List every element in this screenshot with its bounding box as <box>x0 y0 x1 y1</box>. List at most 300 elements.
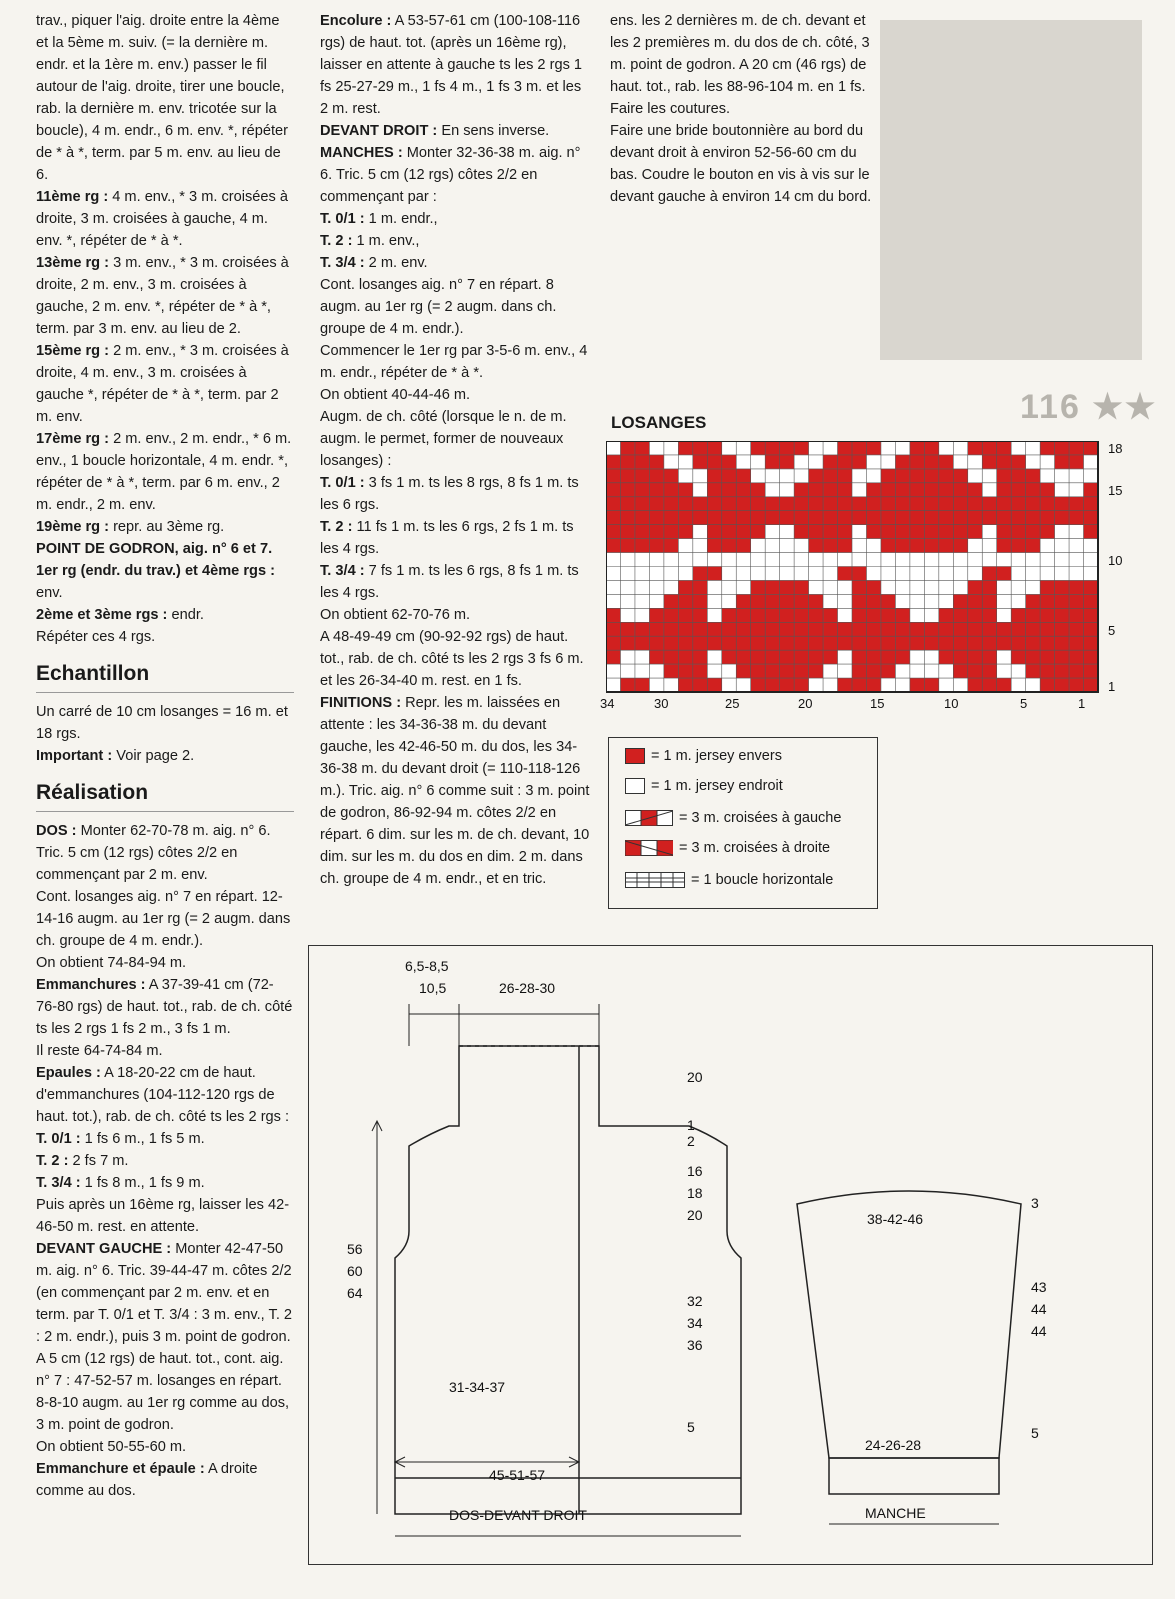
armhole-1-label: 16 <box>687 1163 703 1179</box>
stitch-knit-cell <box>606 678 620 692</box>
stitch-knit-cell <box>765 483 779 497</box>
stitch-purl-cell <box>606 525 620 539</box>
stitch-purl-cell <box>707 455 721 469</box>
stitch-knit-cell <box>635 650 649 664</box>
stitch-purl-cell <box>939 455 953 469</box>
stitch-purl-cell <box>852 580 866 594</box>
row-label-1: 1 <box>1108 679 1116 694</box>
stitch-purl-cell <box>707 622 721 636</box>
legend-item: = 1 m. jersey envers <box>625 748 782 764</box>
stitch-purl-cell <box>678 636 692 650</box>
row-11: 11ème rg : 4 m. env., * 3 m. croisées à droite, 3 m. croisées à gauche, 4 m. env. *, répéter de * à *. <box>36 189 288 249</box>
col-label-25: 25 <box>725 696 740 711</box>
augm-rab: A 48-49-49 cm (90-92-92 rgs) de haut. tot., rab. de ch. côté ts les 2 rgs 3 fs 6 m. et les 26-34-40 m. rest. en 1 fs. <box>320 629 584 689</box>
stitch-purl-cell <box>924 511 938 525</box>
stitch-purl-cell <box>910 678 924 692</box>
stitch-knit-cell <box>1011 553 1025 567</box>
stitch-purl-cell <box>1011 483 1025 497</box>
stitch-knit-cell <box>1084 469 1098 483</box>
stitch-purl-cell <box>664 608 678 622</box>
stitch-purl-cell <box>881 650 895 664</box>
stitch-knit-cell <box>765 525 779 539</box>
measure-1-label: 1 <box>687 1117 695 1133</box>
stitch-knit-cell <box>939 594 953 608</box>
manches-t01: T. 0/1 : 1 m. endr., <box>320 211 438 227</box>
stitch-purl-cell <box>765 455 779 469</box>
stitch-knit-cell <box>664 455 678 469</box>
stitch-knit-cell <box>649 594 663 608</box>
stitch-purl-cell <box>1011 650 1025 664</box>
stitch-purl-cell <box>606 511 620 525</box>
stitch-purl-cell <box>1040 525 1054 539</box>
stitch-purl-cell <box>664 511 678 525</box>
stitch-purl-cell <box>1069 622 1083 636</box>
stitch-purl-cell <box>1040 511 1054 525</box>
stitch-purl-cell <box>823 525 837 539</box>
stitch-purl-cell <box>707 567 721 581</box>
stitch-purl-cell <box>1026 594 1040 608</box>
stitch-purl-cell <box>881 664 895 678</box>
stitch-knit-cell <box>1026 567 1040 581</box>
horizontal-loop-icon <box>625 872 685 888</box>
stitch-knit-cell <box>1055 553 1069 567</box>
stitch-purl-cell <box>881 483 895 497</box>
stitch-purl-cell <box>606 636 620 650</box>
stitch-purl-cell <box>895 511 909 525</box>
stitch-purl-cell <box>678 678 692 692</box>
dos-cont: Cont. losanges aig. n° 7 en répart. 12-14-16 augm. au 1er rg (= 2 augm. dans ch. groupe de 4 m. endr.). <box>36 889 291 949</box>
side-2-label: 34 <box>687 1315 703 1331</box>
stitch-purl-cell <box>765 441 779 455</box>
stitch-purl-cell <box>649 469 663 483</box>
stitch-knit-cell <box>707 608 721 622</box>
stitch-knit-cell <box>678 567 692 581</box>
stitch-purl-cell <box>780 511 794 525</box>
stitch-purl-cell <box>968 441 982 455</box>
stitch-purl-cell <box>1069 664 1083 678</box>
stitch-purl-cell <box>736 636 750 650</box>
stitch-purl-cell <box>765 650 779 664</box>
stitch-knit-cell <box>664 580 678 594</box>
stitch-purl-cell <box>794 525 808 539</box>
stitch-purl-cell <box>1084 594 1098 608</box>
stitch-knit-cell <box>939 567 953 581</box>
stitch-knit-cell <box>780 539 794 553</box>
stitch-knit-cell <box>620 664 634 678</box>
stitch-knit-cell <box>780 567 794 581</box>
stitch-purl-cell <box>939 622 953 636</box>
manches-t2: T. 2 : 1 m. env., <box>320 233 420 249</box>
stitch-purl-cell <box>968 497 982 511</box>
stitch-knit-cell <box>982 525 996 539</box>
stitch-purl-cell <box>1011 539 1025 553</box>
height-1-label: 56 <box>347 1241 363 1257</box>
stitch-purl-cell <box>794 678 808 692</box>
chart-col-labels <box>600 694 1120 718</box>
stitch-purl-cell <box>1084 511 1098 525</box>
stitch-purl-cell <box>881 469 895 483</box>
stitch-purl-cell <box>693 580 707 594</box>
stitch-purl-cell <box>866 678 880 692</box>
stitch-purl-cell <box>664 594 678 608</box>
stitch-purl-cell <box>982 580 996 594</box>
stitch-purl-cell <box>664 650 678 664</box>
stitch-knit-cell <box>620 594 634 608</box>
stitch-purl-cell <box>707 497 721 511</box>
stitch-knit-cell <box>765 539 779 553</box>
stitch-purl-cell <box>953 664 967 678</box>
stitch-purl-cell <box>953 511 967 525</box>
stitch-knit-cell <box>794 539 808 553</box>
stitch-purl-cell <box>852 650 866 664</box>
stitch-knit-cell <box>620 580 634 594</box>
stitch-purl-cell <box>852 455 866 469</box>
stitch-knit-cell <box>823 678 837 692</box>
stitch-purl-cell <box>780 664 794 678</box>
stitch-purl-cell <box>794 650 808 664</box>
stitch-purl-cell <box>620 539 634 553</box>
page-number-badge: 116 ★★ <box>1020 388 1158 426</box>
stitch-knit-cell <box>838 580 852 594</box>
stitch-knit-cell <box>910 650 924 664</box>
stitch-purl-cell <box>866 441 880 455</box>
stitch-purl-cell <box>1055 511 1069 525</box>
stitch-knit-cell <box>953 567 967 581</box>
stitch-knit-cell <box>838 664 852 678</box>
stitch-knit-cell <box>606 664 620 678</box>
stitch-knit-cell <box>606 441 620 455</box>
stitch-purl-cell <box>635 497 649 511</box>
stitch-knit-cell <box>982 553 996 567</box>
stitch-purl-cell <box>809 511 823 525</box>
stitch-knit-cell <box>1084 553 1098 567</box>
stitch-purl-cell <box>751 441 765 455</box>
stitch-purl-cell <box>751 497 765 511</box>
column-2 <box>320 10 590 890</box>
stitch-purl-cell <box>606 539 620 553</box>
stitch-knit-cell <box>606 567 620 581</box>
stitch-purl-cell <box>1069 511 1083 525</box>
stitch-purl-cell <box>736 483 750 497</box>
stitch-purl-cell <box>693 455 707 469</box>
col-label-5: 5 <box>1020 696 1028 711</box>
stitch-purl-cell <box>895 608 909 622</box>
stitch-purl-cell <box>722 511 736 525</box>
stitch-purl-cell <box>780 650 794 664</box>
stitch-purl-cell <box>736 525 750 539</box>
stitch-knit-cell <box>1069 567 1083 581</box>
sleeve-cap-label: 3 <box>1031 1195 1039 1211</box>
stitch-knit-cell <box>881 678 895 692</box>
cross-left-icon <box>625 810 673 826</box>
stitch-purl-cell <box>678 580 692 594</box>
stitch-purl-cell <box>664 525 678 539</box>
stitch-knit-cell <box>823 567 837 581</box>
stitch-knit-cell <box>620 567 634 581</box>
stitch-purl-cell <box>852 567 866 581</box>
stitch-purl-cell <box>939 636 953 650</box>
stitch-purl-cell <box>649 455 663 469</box>
stitch-knit-cell <box>751 553 765 567</box>
stitch-knit-cell <box>751 469 765 483</box>
stitch-knit-cell <box>649 567 663 581</box>
stitch-purl-cell <box>1040 622 1054 636</box>
stitch-purl-cell <box>635 622 649 636</box>
stitch-purl-cell <box>1055 622 1069 636</box>
stitch-purl-cell <box>1026 622 1040 636</box>
stitch-knit-cell <box>895 567 909 581</box>
stitch-purl-cell <box>881 539 895 553</box>
stitch-knit-cell <box>895 664 909 678</box>
column-1 <box>36 10 294 1502</box>
stitch-knit-cell <box>620 608 634 622</box>
stitch-knit-cell <box>997 664 1011 678</box>
devant-gauche-text: DEVANT GAUCHE : Monter 42-47-50 m. aig. n° 6. Tric. 39-44-47 m. côtes 2/2 (en commençant par 2 m. env. et en term. par T. 0/1 et T. 3/4 : 3 m. env., T. 2 : 2 m. endr.), puis 3 m. point de godron. <box>36 1241 293 1345</box>
stitch-purl-cell <box>794 580 808 594</box>
stitch-purl-cell <box>1069 455 1083 469</box>
stitch-purl-cell <box>1084 608 1098 622</box>
stitch-purl-cell <box>794 497 808 511</box>
stitch-purl-cell <box>736 664 750 678</box>
stitch-purl-cell <box>736 608 750 622</box>
stitch-purl-cell <box>881 622 895 636</box>
stitch-purl-cell <box>924 636 938 650</box>
stitch-purl-cell <box>895 539 909 553</box>
row-label-15: 15 <box>1108 483 1123 498</box>
stitch-purl-cell <box>751 650 765 664</box>
sleeve-rib <box>829 1458 999 1494</box>
stitch-purl-cell <box>982 622 996 636</box>
stitch-purl-cell <box>895 455 909 469</box>
stitch-knit-cell <box>1040 455 1054 469</box>
stitch-purl-cell <box>838 525 852 539</box>
stitch-purl-cell <box>765 594 779 608</box>
col-label-1: 1 <box>1078 696 1086 711</box>
stitch-knit-cell <box>1084 455 1098 469</box>
stitch-knit-cell <box>968 455 982 469</box>
stitch-purl-cell <box>823 608 837 622</box>
stitch-purl-cell <box>794 622 808 636</box>
stitch-purl-cell <box>1011 511 1025 525</box>
stitch-purl-cell <box>866 664 880 678</box>
stitch-knit-cell <box>809 580 823 594</box>
stitch-purl-cell <box>794 636 808 650</box>
stitch-purl-cell <box>809 497 823 511</box>
stitch-knit-cell <box>751 567 765 581</box>
sleeve-height-3-label: 44 <box>1031 1323 1047 1339</box>
measure-2-label: 2 <box>687 1133 695 1149</box>
stitch-purl-cell <box>649 650 663 664</box>
stitch-knit-cell <box>736 567 750 581</box>
stitch-purl-cell <box>997 497 1011 511</box>
stitch-knit-cell <box>751 539 765 553</box>
stitch-purl-cell <box>606 622 620 636</box>
stitch-purl-cell <box>1069 441 1083 455</box>
stitch-purl-cell <box>968 636 982 650</box>
epaules-t2: T. 2 : 2 fs 7 m. <box>36 1153 129 1169</box>
stitch-knit-cell <box>910 594 924 608</box>
stitch-purl-cell <box>620 636 634 650</box>
stitch-purl-cell <box>693 567 707 581</box>
stitch-purl-cell <box>765 497 779 511</box>
stitch-purl-cell <box>852 594 866 608</box>
stitch-purl-cell <box>809 483 823 497</box>
stitch-purl-cell <box>1055 650 1069 664</box>
stitch-purl-cell <box>707 525 721 539</box>
stitch-purl-cell <box>794 664 808 678</box>
stitch-purl-cell <box>866 608 880 622</box>
stitch-knit-cell <box>1011 594 1025 608</box>
stitch-purl-cell <box>953 594 967 608</box>
stitch-purl-cell <box>722 525 736 539</box>
stitch-purl-cell <box>765 622 779 636</box>
stitch-purl-cell <box>678 664 692 678</box>
stitch-purl-cell <box>939 483 953 497</box>
row-15: 15ème rg : 2 m. env., * 3 m. croisées à droite, 4 m. env., 3 m. croisées à gauche *, répéter de * à *, term. par 2 m. env. <box>36 343 289 425</box>
stitch-purl-cell <box>910 636 924 650</box>
stitch-knit-cell <box>939 664 953 678</box>
stitch-purl-cell <box>794 608 808 622</box>
stitch-purl-cell <box>809 664 823 678</box>
stitch-purl-cell <box>968 525 982 539</box>
stitch-purl-cell <box>838 511 852 525</box>
stitch-knit-cell <box>953 441 967 455</box>
stitch-knit-cell <box>649 580 663 594</box>
stitch-purl-cell <box>635 678 649 692</box>
stitch-purl-cell <box>1040 664 1054 678</box>
sleeve-bottom-label: 24-26-28 <box>865 1437 922 1453</box>
stitch-purl-cell <box>895 469 909 483</box>
stitch-purl-cell <box>1084 441 1098 455</box>
stitch-knit-cell <box>722 553 736 567</box>
stitch-purl-cell <box>751 594 765 608</box>
stitch-purl-cell <box>1011 622 1025 636</box>
stitch-purl-cell <box>809 594 823 608</box>
stitch-knit-cell <box>1055 567 1069 581</box>
stitch-knit-cell <box>1040 553 1054 567</box>
stitch-purl-cell <box>1084 636 1098 650</box>
augm-t34: T. 3/4 : 7 fs 1 m. ts les 6 rgs, 8 fs 1 m. ts les 4 rgs. <box>320 563 579 601</box>
stitch-purl-cell <box>722 469 736 483</box>
stitch-purl-cell <box>953 636 967 650</box>
stitch-purl-cell <box>693 511 707 525</box>
stitch-purl-cell <box>620 455 634 469</box>
legend-item: = 3 m. croisées à droite <box>625 840 830 856</box>
stitch-purl-cell <box>736 539 750 553</box>
stitch-purl-cell <box>751 678 765 692</box>
stitch-knit-cell <box>924 664 938 678</box>
stitch-purl-cell <box>1055 455 1069 469</box>
stitch-purl-cell <box>1011 525 1025 539</box>
stitch-knit-cell <box>809 441 823 455</box>
stitch-purl-cell <box>982 664 996 678</box>
stitch-knit-cell <box>910 664 924 678</box>
stitch-knit-cell <box>881 441 895 455</box>
stitch-purl-cell <box>982 441 996 455</box>
stitch-purl-cell <box>1026 483 1040 497</box>
stitch-purl-cell <box>620 497 634 511</box>
stitch-knit-cell <box>1026 678 1040 692</box>
stitch-purl-cell <box>866 511 880 525</box>
stitch-knit-cell <box>866 553 880 567</box>
stitch-purl-cell <box>997 441 1011 455</box>
stitch-purl-cell <box>722 483 736 497</box>
stitch-purl-cell <box>693 441 707 455</box>
stitch-purl-cell <box>982 678 996 692</box>
devant-droit-text: DEVANT DROIT : En sens inverse. <box>320 123 550 139</box>
stitch-purl-cell <box>751 636 765 650</box>
col-label-20: 20 <box>798 696 813 711</box>
row-label-5: 5 <box>1108 623 1116 638</box>
stitch-purl-cell <box>982 636 996 650</box>
armhole-2-label: 18 <box>687 1185 703 1201</box>
stitch-purl-cell <box>751 511 765 525</box>
stitch-knit-cell <box>678 539 692 553</box>
stitch-knit-cell <box>736 678 750 692</box>
stitch-knit-cell <box>997 580 1011 594</box>
stitch-knit-cell <box>1040 539 1054 553</box>
stitch-purl-cell <box>751 580 765 594</box>
stitch-purl-cell <box>751 608 765 622</box>
stitch-purl-cell <box>1026 608 1040 622</box>
manches-obtient: On obtient 40-44-46 m. <box>320 387 471 403</box>
stitch-purl-cell <box>707 511 721 525</box>
stitch-purl-cell <box>765 636 779 650</box>
stitch-purl-cell <box>838 678 852 692</box>
stitch-knit-cell <box>982 483 996 497</box>
stitch-purl-cell <box>895 497 909 511</box>
stitch-knit-cell <box>982 469 996 483</box>
stitch-knit-cell <box>924 650 938 664</box>
row-label-10: 10 <box>1108 553 1123 568</box>
stitch-purl-cell <box>823 497 837 511</box>
stitch-purl-cell <box>736 622 750 636</box>
stitch-purl-cell <box>982 455 996 469</box>
stitch-knit-cell <box>852 539 866 553</box>
stitch-purl-cell <box>1040 483 1054 497</box>
stitch-knit-cell <box>794 469 808 483</box>
stitch-purl-cell <box>953 483 967 497</box>
stitch-purl-cell <box>678 525 692 539</box>
stitch-knit-cell <box>1026 580 1040 594</box>
stitch-purl-cell <box>881 636 895 650</box>
stitch-purl-cell <box>1084 580 1098 594</box>
stitch-knit-cell <box>1069 483 1083 497</box>
stitch-purl-cell <box>664 497 678 511</box>
stitch-purl-cell <box>1055 594 1069 608</box>
stitch-purl-cell <box>1040 441 1054 455</box>
stitch-purl-cell <box>1069 580 1083 594</box>
stitch-purl-cell <box>1040 594 1054 608</box>
stitch-knit-cell <box>852 525 866 539</box>
stitch-purl-cell <box>838 483 852 497</box>
sleeve-outline <box>797 1191 1021 1458</box>
stitch-knit-cell <box>1040 567 1054 581</box>
stitch-knit-cell <box>910 553 924 567</box>
stitch-purl-cell <box>736 511 750 525</box>
stitch-knit-cell <box>765 567 779 581</box>
stitch-purl-cell <box>895 650 909 664</box>
stitch-purl-cell <box>780 497 794 511</box>
stitch-purl-cell <box>664 664 678 678</box>
stitch-purl-cell <box>780 636 794 650</box>
stitch-purl-cell <box>895 622 909 636</box>
stitch-purl-cell <box>635 636 649 650</box>
stitch-purl-cell <box>635 483 649 497</box>
stitch-purl-cell <box>1069 608 1083 622</box>
stitch-purl-cell <box>635 525 649 539</box>
stitch-purl-cell <box>823 539 837 553</box>
